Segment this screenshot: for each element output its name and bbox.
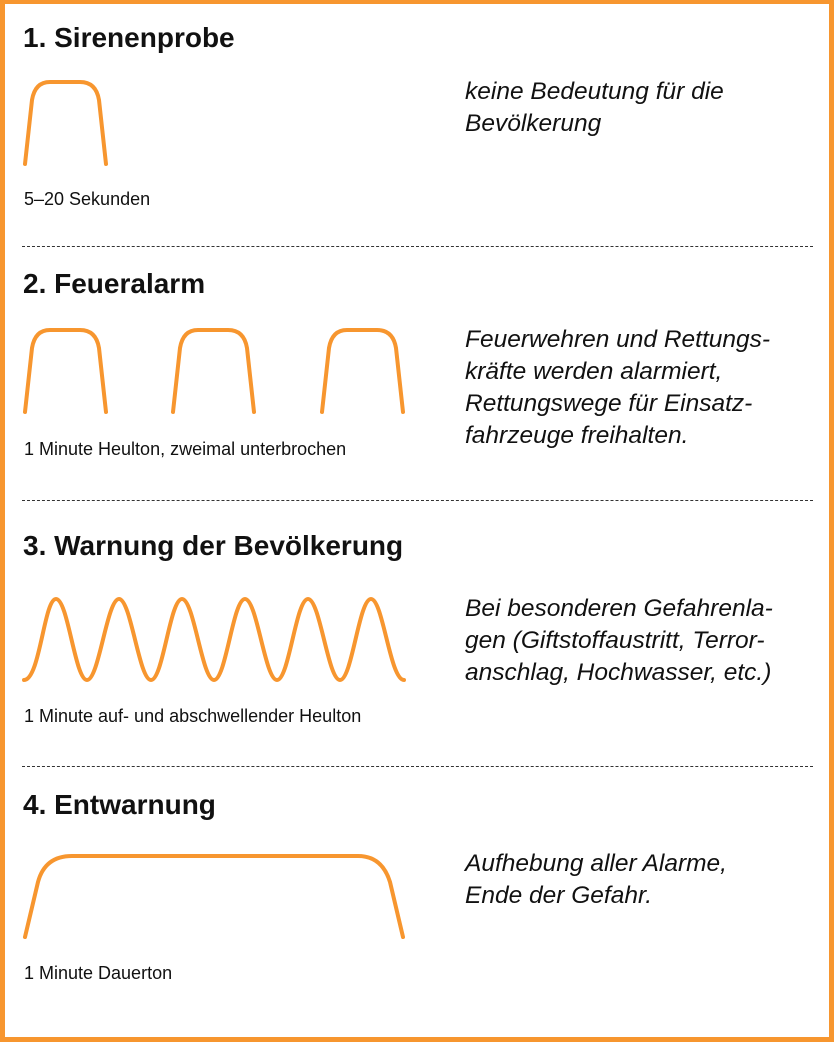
section-2-caption: 1 Minute Heulton, zweimal unterbrochen (24, 439, 347, 459)
description-line: Ende der Gefahr. (465, 882, 653, 909)
description-line: Aufhebung aller Alarme, (465, 850, 727, 877)
section-divider (22, 766, 813, 767)
description-line: gen (Giftstoffaustritt, Terror- (465, 627, 765, 654)
description-line: keine Bedeutung für die (465, 78, 724, 105)
section-4-title: 4. Entwarnung (23, 789, 216, 820)
description-line: fahrzeuge freihalten. (465, 422, 689, 449)
section-1-caption: 5–20 Sekunden (24, 189, 151, 209)
description-line: Bei besonderen Gefahrenla- (465, 595, 773, 622)
section-divider (22, 500, 813, 501)
section-1-title: 1. Sirenenprobe (23, 22, 235, 53)
section-2-title: 2. Feueralarm (23, 268, 206, 299)
description-line: Feuerwehren und Rettungs- (465, 326, 771, 353)
section-1-description (465, 76, 815, 140)
section-4-caption: 1 Minute Dauerton (24, 963, 173, 983)
section-4-description (465, 848, 815, 912)
section-3-caption: 1 Minute auf- und abschwellender Heulton (24, 706, 362, 726)
description-line: Rettungswege für Einsatz- (465, 390, 753, 417)
section-divider (22, 246, 813, 247)
section-2-description (465, 324, 815, 452)
description-line: kräfte werden alarmiert, (465, 358, 723, 385)
section-3-title: 3. Warnung der Bevölkerung (23, 530, 404, 561)
description-line: anschlag, Hochwasser, etc.) (465, 659, 772, 686)
section-3-description (465, 593, 815, 689)
description-line: Bevölkerung (465, 110, 602, 137)
